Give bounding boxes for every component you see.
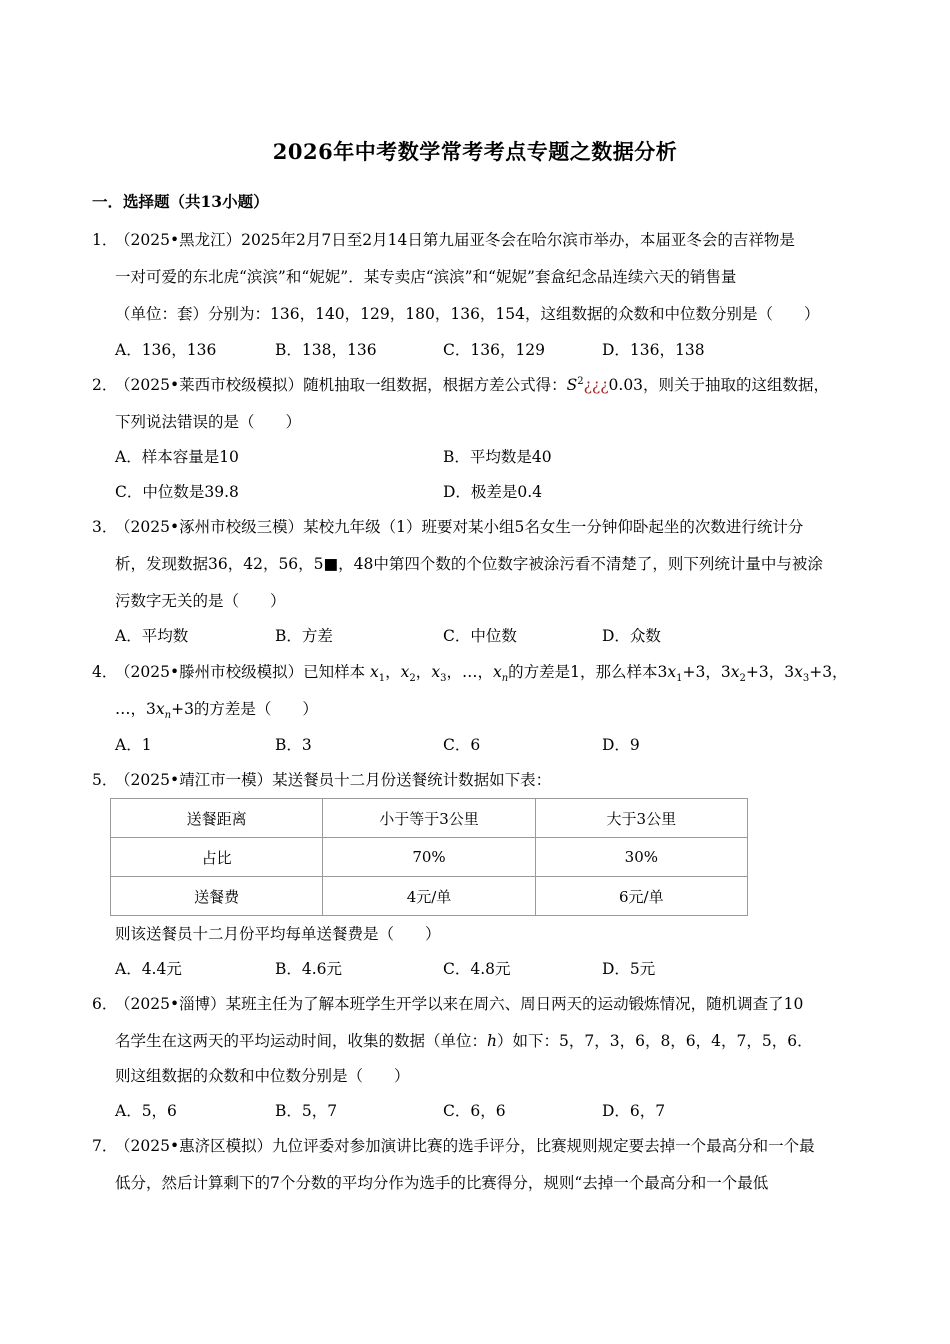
question-text: （2025•黑龙江）2025年2月7日至2月14日第九届亚冬会在哈尔滨市举办，本届亚冬会的吉祥物是	[115, 231, 795, 249]
table-row	[111, 799, 748, 838]
option-b: B．138，136	[275, 341, 377, 359]
section-heading: 一．选择题（共13小题）	[92, 192, 269, 211]
question-number: 1．	[92, 231, 118, 249]
option-c: C．6，6	[443, 1102, 506, 1120]
question-text: （2025•涿州市校级三模）某校九年级（1）班要对某小组5名女生一分钟仰卧起坐的次数进行统计分	[115, 518, 804, 536]
option-a: A．5，6	[115, 1102, 177, 1120]
option-a: A．136，136	[115, 341, 217, 359]
table-cell: 4元/单	[323, 877, 535, 916]
option-c: C．中位数是39.8	[115, 483, 239, 501]
question-text: 名学生在这两天的平均运动时间，收集的数据（单位：h）如下：5，7，3，6，8，6，4，7，5，6．	[115, 1032, 813, 1050]
option-d: D．极差是0.4	[443, 483, 543, 501]
table-cell: 6元/单	[535, 877, 747, 916]
option-d: D．136，138	[602, 341, 705, 359]
option-a: A．1	[115, 736, 152, 754]
delivery-table	[110, 798, 748, 916]
question-text: （单位：套）分别为：136，140，129，180，136，154，这组数据的众数和中位数分别是（ ）	[115, 305, 820, 323]
question-text: （2025•滕州市校级模拟）已知样本 $x_1$，$x_2$，$x_3$，…，$x_n$的方差是1，那么样本$3x_1+3$，$3x_2+3$，$3x_3+3$，	[115, 663, 848, 685]
option-a: A．平均数	[115, 627, 189, 645]
question-text: 则这组数据的众数和中位数分别是（ ）	[115, 1067, 410, 1085]
table-cell: 占比	[111, 838, 323, 877]
question-text: 则该送餐员十二月份平均每单送餐费是（ ）	[115, 925, 441, 943]
question-text: （2025•莱西市校级模拟）随机抽取一组数据，根据方差公式得：$S^2¿¿¿0.03$，则关于抽取的这组数据，	[115, 375, 830, 394]
question-text: 析，发现数据36，42，56，5■，48中第四个数的个位数字被涂污看不清楚了，则下列统计量中与被涂	[115, 555, 823, 573]
question-text: 污数字无关的是（ ）	[115, 592, 286, 610]
option-b: B．3	[275, 736, 312, 754]
table-row	[111, 877, 748, 916]
option-b: B．平均数是40	[443, 448, 552, 466]
option-a: A．4.4元	[115, 960, 182, 978]
option-c: C．136，129	[443, 341, 546, 359]
question-number: 5．	[92, 771, 118, 789]
table-cell: 70%	[323, 838, 535, 877]
option-b: B．5，7	[275, 1102, 338, 1120]
table-cell: 送餐距离	[111, 799, 323, 838]
table-cell: 大于3公里	[535, 799, 747, 838]
option-c: C．中位数	[443, 627, 517, 645]
question-number: 2．	[92, 376, 118, 394]
option-c: C．6	[443, 736, 481, 754]
option-d: D．6，7	[602, 1102, 666, 1120]
option-d: D．9	[602, 736, 640, 754]
variance-symbol: S	[566, 376, 578, 394]
table-cell: 30%	[535, 838, 747, 877]
question-text: 下列说法错误的是（ ）	[115, 413, 302, 431]
question-number: 7．	[92, 1137, 118, 1155]
table-row	[111, 838, 748, 877]
question-number: 4．	[92, 663, 118, 681]
option-c: C．4.8元	[443, 960, 511, 978]
option-d: D．5元	[602, 960, 656, 978]
option-a: A．样本容量是10	[115, 448, 239, 466]
question-text: 低分，然后计算剩下的7个分数的平均分作为选手的比赛得分，规则“去掉一个最高分和一个最低	[115, 1174, 769, 1192]
question-text: （2025•靖江市一模）某送餐员十二月份送餐统计数据如下表：	[115, 771, 552, 789]
option-b: B．4.6元	[275, 960, 343, 978]
table-cell: 送餐费	[111, 877, 323, 916]
table-cell: 小于等于3公里	[323, 799, 535, 838]
question-text: …，$3x_n+3$的方差是（ ）	[115, 700, 318, 722]
question-number: 6．	[92, 995, 118, 1013]
option-b: B．方差	[275, 627, 333, 645]
garbled-formula: ¿¿¿	[583, 376, 609, 394]
question-number: 3．	[92, 518, 118, 536]
question-text: （2025•惠济区模拟）九位评委对参加演讲比赛的选手评分，比赛规则规定要去掉一个最高分和一个最	[115, 1137, 815, 1155]
question-text: 一对可爱的东北虎“滨滨”和“妮妮”．某专卖店“滨滨”和“妮妮”套盒纪念品连续六天的销售量	[115, 268, 737, 286]
page-title: 2026年中考数学常考考点专题之数据分析	[272, 139, 678, 164]
option-d: D．众数	[602, 627, 661, 645]
question-text: （2025•淄博）某班主任为了解本班学生开学以来在周六、周日两天的运动锻炼情况，随机调查了10	[115, 995, 804, 1013]
